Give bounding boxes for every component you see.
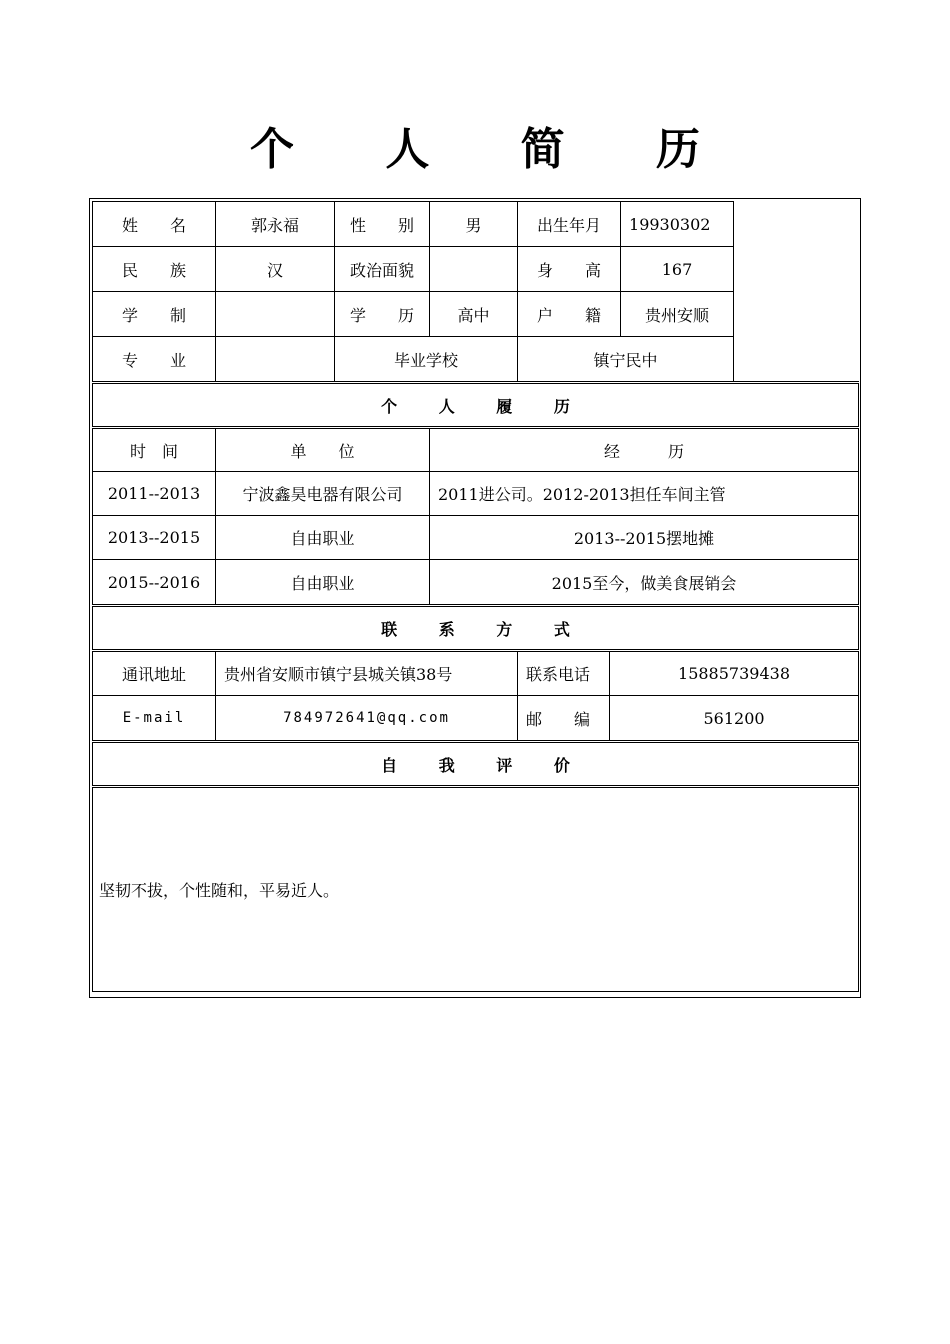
resume-table: [92, 201, 859, 992]
gender-label: 性 别: [335, 202, 430, 247]
height-label: 身 高: [518, 247, 621, 292]
history-time: 2013--2015: [93, 516, 216, 560]
height-value: 167: [621, 247, 734, 292]
schooling-value: [216, 292, 335, 337]
education-value: 高中: [430, 292, 518, 337]
schooling-label: 学 制: [93, 292, 216, 337]
address-value: 贵州省安顺市镇宁县城关镇38号: [216, 651, 518, 696]
school-value: 镇宁民中: [518, 337, 734, 383]
history-exp: 2011进公司。2012-2013担任车间主管: [430, 472, 859, 516]
hukou-label: 户 籍: [518, 292, 621, 337]
birth-label: 出生年月: [518, 202, 621, 247]
history-exp: 2015至今，做美食展销会: [430, 560, 859, 606]
phone-value: 15885739438: [610, 651, 859, 696]
zip-label: 邮 编: [518, 696, 610, 742]
page-title: 个 人 简 历: [250, 124, 738, 175]
history-unit: 自由职业: [216, 516, 430, 560]
school-label: 毕业学校: [335, 337, 518, 383]
address-label: 通讯地址: [93, 651, 216, 696]
major-label: 专 业: [93, 337, 216, 383]
major-value: [216, 337, 335, 383]
email-label: E-mail: [93, 696, 216, 742]
history-unit: 宁波鑫昊电器有限公司: [216, 472, 430, 516]
evaluation-text: 坚韧不拔，个性随和，平易近人。: [93, 787, 859, 992]
hukou-value: 贵州安顺: [621, 292, 734, 337]
history-col-unit: 单 位: [216, 428, 430, 472]
phone-label: 联系电话: [518, 651, 610, 696]
evaluation-section-title: 自 我 评 价: [93, 742, 859, 787]
ethnic-value: 汉: [216, 247, 335, 292]
history-col-time: 时 间: [93, 428, 216, 472]
history-time: 2011--2013: [93, 472, 216, 516]
history-unit: 自由职业: [216, 560, 430, 606]
gender-value: 男: [430, 202, 518, 247]
table-row: [93, 516, 859, 560]
history-section-title: 个 人 履 历: [93, 383, 859, 428]
history-col-exp: 经 历: [430, 428, 859, 472]
zip-value: 561200: [610, 696, 859, 742]
history-exp: 2013--2015摆地摊: [430, 516, 859, 560]
ethnic-label: 民 族: [93, 247, 216, 292]
name-value: 郭永福: [216, 202, 335, 247]
contact-section-title: 联 系 方 式: [93, 606, 859, 651]
birth-value: 19930302: [621, 202, 734, 247]
table-row: [93, 472, 859, 516]
email-value: 784972641@qq.com: [216, 696, 518, 742]
table-row: [93, 560, 859, 606]
education-label: 学 历: [335, 292, 430, 337]
history-time: 2015--2016: [93, 560, 216, 606]
political-label: 政治面貌: [335, 247, 430, 292]
political-value: [430, 247, 518, 292]
photo-area: [734, 202, 859, 383]
name-label: 姓 名: [93, 202, 216, 247]
